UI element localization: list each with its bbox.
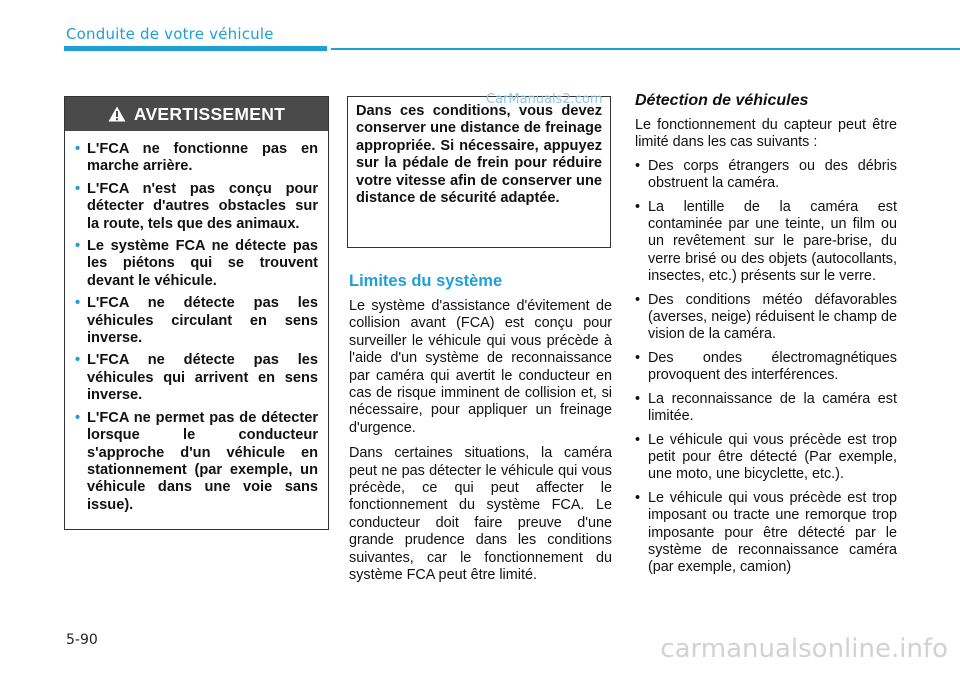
list-item: • Des ondes électromagnétiques provoquent des interférences. (635, 349, 897, 384)
list-item: • Des conditions météo défavorables (averses, neige) réduisent le champ de vision de la caméra. (635, 291, 897, 343)
warning-list (65, 131, 328, 514)
warning-header (65, 97, 328, 131)
list-item: • Des corps étrangers ou des débris obstruent la caméra. (635, 157, 897, 192)
warning-triangle-icon (108, 106, 126, 122)
bullet-icon: • (635, 157, 641, 174)
limits-body (349, 298, 612, 593)
detection-section (635, 92, 897, 583)
bullet-icon: • (75, 141, 81, 157)
bullet-icon: • (635, 198, 641, 215)
section-title-detection: Détection de véhicules (635, 92, 809, 109)
list-item: • Le véhicule qui vous précède est trop petit pour être détecté (Par exemple, une moto, une bicyclette, etc.). (635, 431, 897, 483)
watermark: CarManuals2.com (486, 92, 603, 107)
bullet-icon: • (635, 291, 641, 308)
warning-item: • Le système FCA ne détecte pas les piétons qui se trouvent devant le véhicule. (75, 238, 318, 289)
bullet-icon: • (75, 295, 81, 312)
warning-item: • L'FCA ne permet pas de détecter lorsque le conducteur s'approche d'un véhicule en stationnement (par exemple, un véhicule dans une voie sans issue). (75, 409, 318, 513)
page-number: 5-90 (66, 632, 98, 648)
warning-item: • L'FCA n'est pas conçu pour détecter d'autres obstacles sur la route, tels que des animaux. (75, 180, 318, 232)
warning-item: • L'FCA ne détecte pas les véhicules qui arrivent en sens inverse. (75, 352, 318, 404)
bullet-icon: • (635, 390, 641, 407)
list-item: • La reconnaissance de la caméra est limitée. (635, 390, 897, 425)
header-rule-thick (64, 46, 327, 51)
warning-item: • L'FCA ne fonctionne pas en marche arrière. (75, 141, 318, 175)
site-watermark: carmanualsonline.info (660, 634, 948, 664)
warning-title: AVERTISSEMENT (133, 103, 286, 124)
bullet-icon: • (635, 489, 641, 506)
detection-intro: Le fonctionnement du capteur peut être limité dans les cas suivants : (635, 117, 897, 151)
paragraph: Dans certaines situations, la caméra peut ne pas détecter le véhicule qui vous précède, ce qui peut affecter le fonctionnement du système FCA. Le conducteur doit faire preuve d'une grande prudence dans les conditions suivantes, car le fonctionnement du système FCA peut être limité. (349, 445, 612, 584)
detection-list (635, 158, 897, 577)
caution-note-box (347, 96, 611, 248)
list-item: • Le véhicule qui vous précède est trop imposant ou tracte une remorque trop imposante pour être détecté par le système de reconnaissance caméra (par exemple, camion) (635, 489, 897, 576)
bullet-icon: • (75, 238, 81, 255)
header-rule-thin (331, 48, 960, 50)
warning-item: • L'FCA ne détecte pas les véhicules circulant en sens inverse. (75, 295, 318, 347)
bullet-icon: • (75, 180, 81, 197)
caution-note-text: Dans ces conditions, vous devez conserver une distance de freinage appropriée. Si nécessaire, appuyez sur la pédale de frein pour réduire votre vitesse afin de conserver une distance de sécurité adaptée. (356, 103, 602, 207)
bullet-icon: • (75, 352, 81, 369)
paragraph: Le système d'assistance d'évitement de collision avant (FCA) est conçu pour surveiller le véhicule qui vous précède à l'aide d'un système de reconnaissance par caméra qui avertit le conducteur en cas de risque imminent de collision et, si nécessaire, pour appliquer un freinage d'urgence. (349, 298, 612, 436)
bullet-icon: • (75, 409, 81, 426)
chapter-title: Conduite de votre véhicule (66, 25, 274, 43)
bullet-icon: • (635, 431, 641, 448)
warning-box (64, 96, 329, 530)
bullet-icon: • (635, 349, 641, 366)
list-item: • La lentille de la caméra est contaminée par une teinte, un film ou un revêtement sur le pare-brise, du verre brisé ou des objets (autocollants, insectes, etc.) présents sur le verre. (635, 198, 897, 285)
section-title-limits: Limites du système (349, 272, 503, 290)
